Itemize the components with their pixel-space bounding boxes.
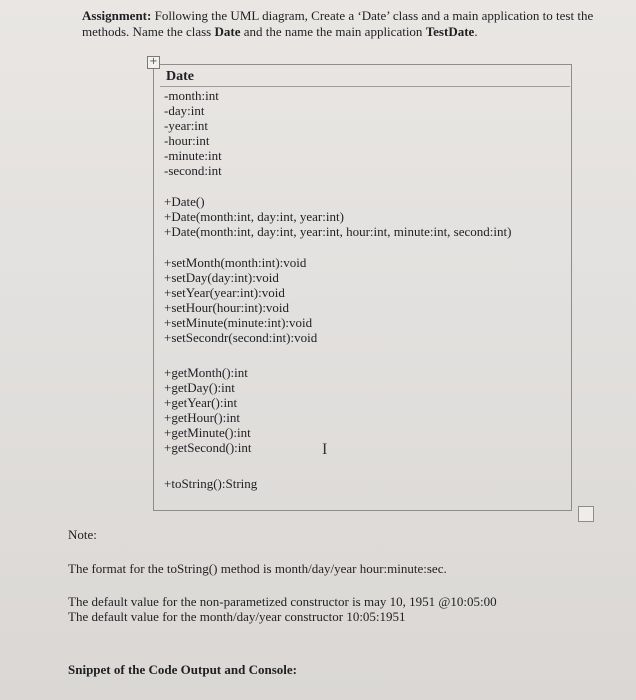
uml-method: +toString():String [164, 476, 258, 491]
uml-constructor: +Date(month:int, day:int, year:int, hour:int, minute:int, second:int) [164, 224, 512, 239]
uml-setter: +setDay(day:int):void [164, 270, 279, 285]
uml-setter: +setHour(hour:int):void [164, 300, 290, 315]
uml-setter: +setSecondr(second:int):void [164, 330, 318, 345]
uml-attribute: -day:int [164, 103, 205, 118]
text-cursor-icon: I [322, 441, 328, 458]
uml-getter: +getHour():int [164, 410, 240, 425]
assignment-label: Assignment: [82, 8, 152, 23]
uml-attribute: -minute:int [164, 148, 222, 163]
uml-getter: +getYear():int [164, 395, 238, 410]
uml-getter: +getMinute():int [164, 425, 251, 440]
assignment-text: Following the UML diagram, Create a ‘Date’ class and a main application to test the methods. Name the class [82, 8, 594, 39]
note-heading: Note: [68, 527, 97, 542]
uml-attribute: -month:int [164, 88, 219, 103]
uml-class-title: Date [166, 69, 194, 84]
uml-constructor: +Date(month:int, day:int, year:int) [164, 209, 344, 224]
note-line-default: The default value for the non-parametized constructor is may 10, 1951 @10:05:00 [68, 594, 497, 609]
assignment-app-name: TestDate [425, 24, 475, 39]
resize-handle[interactable] [578, 506, 594, 522]
uml-constructor: +Date() [164, 194, 205, 209]
uml-getter: +getSecond():int [164, 440, 252, 455]
assignment-text-3: . [474, 24, 478, 39]
uml-setter: +setYear(year:int):void [164, 285, 285, 300]
uml-getter: +getDay():int [164, 380, 235, 395]
snippet-heading: Snippet of the Code Output and Console: [68, 662, 297, 677]
note-line-mdy: The default value for the month/day/year constructor 10:05:1951 [68, 609, 406, 624]
assignment-text-2: and the name the main application [240, 24, 426, 39]
uml-attribute: -hour:int [164, 133, 210, 148]
note-line-tostring: The format for the toString() method is month/day/year hour:minute:sec. [68, 561, 447, 576]
assignment-paragraph [82, 8, 622, 40]
assignment-class-name: Date [214, 24, 241, 39]
uml-attribute: -second:int [164, 163, 222, 178]
expand-icon[interactable]: + [147, 56, 160, 69]
uml-setter: +setMonth(month:int):void [164, 255, 307, 270]
uml-getter: +getMonth():int [164, 365, 248, 380]
uml-setter: +setMinute(minute:int):void [164, 315, 313, 330]
uml-title-divider [160, 86, 570, 87]
uml-attribute: -year:int [164, 118, 209, 133]
